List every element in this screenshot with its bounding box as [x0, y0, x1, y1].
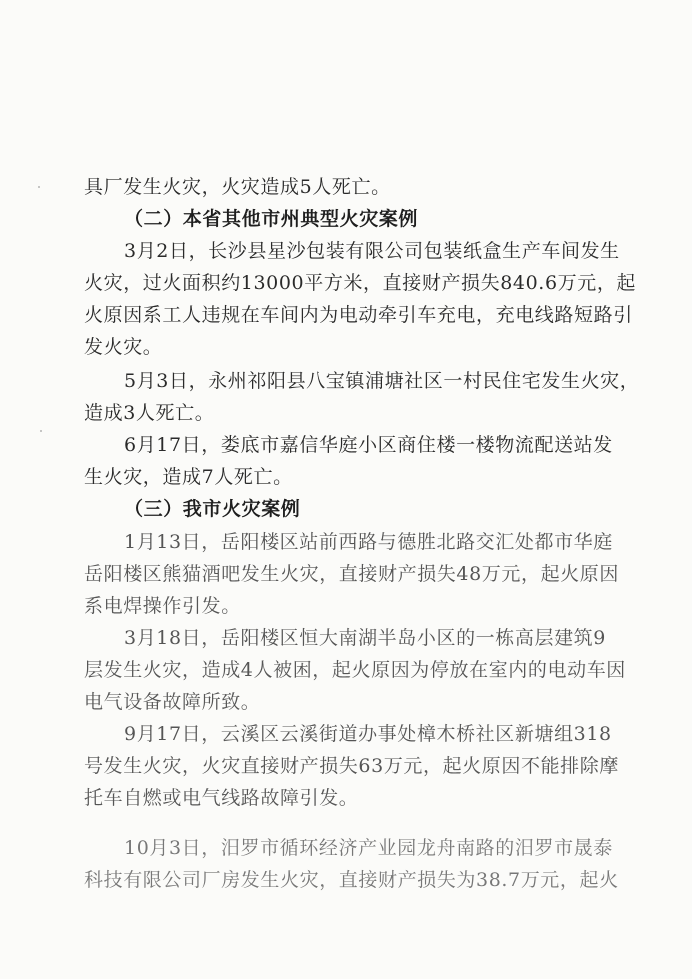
body-line: 3月2日，长沙县星沙包装有限公司包装纸盒生产车间发生	[124, 240, 620, 262]
body-line: 9月17日，云溪区云溪街道办事处樟木桥社区新塘组318	[124, 723, 612, 745]
body-line: 号发生火灾，火灾直接财产损失63万元，起火原因不能排除摩	[84, 755, 619, 777]
scan-speck	[40, 430, 42, 432]
body-line: 科技有限公司厂房发生火灾，直接财产损失为38.7万元，起火	[84, 869, 619, 891]
body-line: 电气设备故障所致。	[84, 691, 261, 713]
body-line: 具厂发生火灾，火灾造成5人死亡。	[84, 176, 391, 198]
body-line: 火原因系工人违规在车间内为电动牵引车充电，充电线路短路引	[84, 304, 633, 326]
body-line: 1月13日，岳阳楼区站前西路与德胜北路交汇处都市华庭	[124, 531, 613, 553]
body-line: 6月17日，娄底市嘉信华庭小区商住楼一楼物流配送站发	[124, 434, 613, 456]
body-line: 3月18日，岳阳楼区恒大南湖半岛小区的一栋高层建筑9	[124, 627, 606, 649]
body-line: 火灾，过火面积约13000平方米，直接财产损失840.6万元，起	[84, 272, 637, 294]
scan-speck	[38, 186, 40, 188]
body-line: 生火灾，造成7人死亡。	[84, 466, 293, 488]
body-line: 岳阳楼区熊猫酒吧发生火灾，直接财产损失48万元，起火原因	[84, 563, 619, 585]
body-line: 托车自燃或电气线路故障引发。	[84, 787, 359, 809]
body-line: 10月3日，汨罗市循环经济产业园龙舟南路的汨罗市晟泰	[124, 837, 613, 859]
body-line: 5月3日，永州祁阳县八宝镇浦塘社区一村民住宅发生火灾，	[124, 370, 640, 392]
body-line: 层发生火灾，造成4人被困，起火原因为停放在室内的电动车因	[84, 659, 626, 681]
body-line: 发火灾。	[84, 336, 163, 358]
body-line: 系电焊操作引发。	[84, 595, 241, 617]
body-line: 造成3人死亡。	[84, 402, 215, 424]
section-heading: （二）本省其他市州典型火灾案例	[124, 208, 419, 230]
section-heading: （三）我市火灾案例	[124, 498, 301, 520]
